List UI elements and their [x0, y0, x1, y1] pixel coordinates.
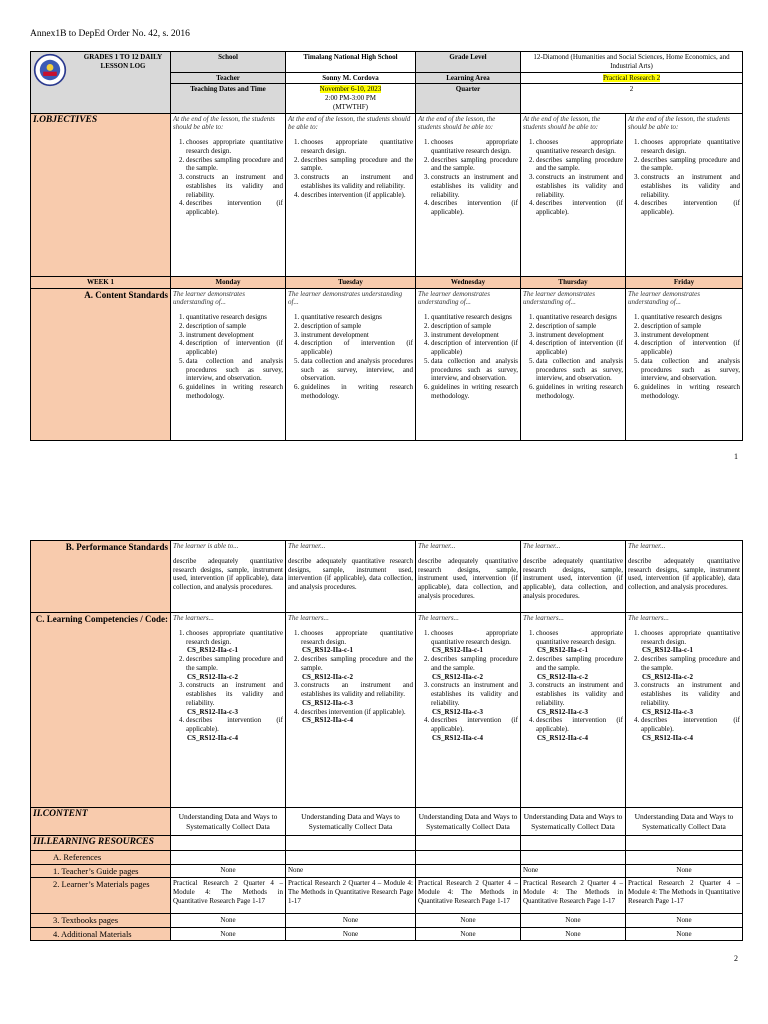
content-label: II.CONTENT	[31, 808, 171, 836]
content-cell: Understanding Data and Ways to Systematically Collect Data	[416, 808, 521, 836]
content-cell: Understanding Data and Ways to Systematically Collect Data	[626, 808, 743, 836]
objectives-cell: At the end of the lesson, the students should be able to: 1. chooses appropriate quantitative research design. 2. describes sampling procedure and the sample. 3. constructs an instrument and establishes its validity and reliability. 4. describes intervention (if applicable).	[286, 113, 416, 276]
teacher-label: Teacher	[171, 72, 286, 84]
objectives-cell: At the end of the lesson, the students should be able to: 1. chooses appropriate quantitative research design. 2. describes sampling procedure and the sample. 3. constructs an instrument and establishes its validity and reliability. 4. describes intervention (if applicable).	[626, 113, 743, 276]
competencies-cell: The learners... 1. chooses appropriate quantitative research design. CS_RS12-IIa-c-1 2. describes sampling procedure and the sample. CS_RS12-IIa-c-2 3. constructs an instrument and establishes its validity and reliability. CS_RS12-IIa-c-3 4. describes intervention (if applicable). CS_RS12-IIa-c-4	[521, 613, 626, 808]
teachers-guide-value: None	[171, 864, 286, 878]
competencies-cell: The learners... 1. chooses appropriate quantitative research design. CS_RS12-IIa-c-1 2. describes sampling procedure and the sample. CS_RS12-IIa-c-2 3. constructs an instrument and establishes its validity and reliability. CS_RS12-IIa-c-3 4. describes intervention (if applicable). CS_RS12-IIa-c-4	[171, 613, 286, 808]
objectives-cell: At the end of the lesson, the students should be able to: 1. chooses appropriate quantitative research design. 2. describes sampling procedure and the sample. 3. constructs an instrument and establishes its validity and reliability. 4. describes intervention (if applicable).	[416, 113, 521, 276]
content-standards-cell: The learner demonstrates understanding of... 1. quantitative research designs 2. description of sample 3. instrument development 4. description of intervention (if applicable) 5. data collection and analysis procedures such as survey, interview, and observation. 6. guidelines in writing research methodology.	[626, 288, 743, 440]
content-standards-label: A. Content Standards	[31, 288, 171, 440]
content-cell: Understanding Data and Ways to Systematically Collect Data	[521, 808, 626, 836]
learners-materials-value: Practical Research 2 Quarter 4 – Module 4: The Methods in Quantitative Research Page 1-17	[626, 878, 743, 914]
performance-standards-cell: The learner... describe adequately quantitative research designs, sample, instrument used, intervention (if applicable), data collection, and analysis procedures.	[286, 541, 416, 613]
learning-area-label: Learning Area	[416, 72, 521, 84]
grade-level-label: Grade Level	[416, 52, 521, 73]
teacher-value: Sonny M. Cordova	[286, 72, 416, 84]
additional-materials-value: None	[626, 927, 743, 941]
competencies-cell: The learners... 1. chooses appropriate quantitative research design. CS_RS12-IIa-c-1 2. describes sampling procedure and the sample. CS_RS12-IIa-c-2 3. constructs an instrument and establishes its validity and reliability. CS_RS12-IIa-c-3 4. describes intervention (if applicable). CS_RS12-IIa-c-4	[416, 613, 521, 808]
learners-materials-value: Practical Research 2 Quarter 4 – Module 4: The Methods in Quantitative Research Page 1-17	[416, 878, 521, 914]
teachers-guide-label: 1. Teacher’s Guide pages	[31, 864, 171, 878]
page-number: 1	[734, 452, 738, 461]
competencies-label: C. Learning Competencies / Code:	[31, 613, 171, 808]
learners-materials-value: Practical Research 2 Quarter 4 – Module 4: The Methods in Quantitative Research Page 1-17	[521, 878, 626, 914]
textbooks-value: None	[286, 914, 416, 928]
references-label: A. References	[31, 850, 171, 864]
additional-materials-value: None	[416, 927, 521, 941]
day-tuesday: Tuesday	[286, 276, 416, 288]
textbooks-value: None	[171, 914, 286, 928]
performance-standards-cell: The learner... describe adequately quantitative research designs, sample, instrument used, intervention (if applicable), data collection, and analysis procedures.	[626, 541, 743, 613]
page-number: 2	[734, 954, 738, 963]
dll-table-page2	[30, 540, 743, 941]
competencies-cell: The learners... 1. chooses appropriate quantitative research design. CS_RS12-IIa-c-1 2. describes sampling procedure and the sample. CS_RS12-IIa-c-2 3. constructs an instrument and establishes its validity and reliability. CS_RS12-IIa-c-3 4. describes intervention (if applicable). CS_RS12-IIa-c-4	[626, 613, 743, 808]
content-standards-cell: The learner demonstrates understanding of... 1. quantitative research designs 2. description of sample 3. instrument development 4. description of intervention (if applicable) 5. data collection and analysis procedures such as survey, interview, and observation. 6. guidelines in writing research methodology.	[171, 288, 286, 440]
school-value: Timalang National High School	[286, 52, 416, 73]
grade-level-value: 12-Diamond (Humanities and Social Sciences, Home Economics, and Industrial Arts)	[521, 52, 743, 73]
performance-standards-cell: The learner... describe adequately quantitative research designs, sample, instrument used, intervention (if applicable), data collection, and analysis procedures.	[416, 541, 521, 613]
textbooks-value: None	[626, 914, 743, 928]
content-cell: Understanding Data and Ways to Systematically Collect Data	[171, 808, 286, 836]
content-standards-cell: The learner demonstrates understanding of... 1. quantitative research designs 2. description of sample 3. instrument development 4. description of intervention (if applicable) 5. data collection and analysis procedures such as survey, interview, and observation. 6. guidelines in writing research methodology.	[521, 288, 626, 440]
day-monday: Monday	[171, 276, 286, 288]
day-wednesday: Wednesday	[416, 276, 521, 288]
quarter-label: Quarter	[416, 84, 521, 113]
learners-materials-value: Practical Research 2 Quarter 4 – Module 4: The Methods in Quantitative Research Page 1-17	[286, 878, 416, 914]
content-standards-cell: The learner demonstrates understanding of... 1. quantitative research designs 2. description of sample 3. instrument development 4. description of intervention (if applicable) 5. data collection and analysis procedures such as survey, interview, and observation. 6. guidelines in writing research methodology.	[286, 288, 416, 440]
objectives-label: I.OBJECTIVES	[31, 113, 171, 276]
dates-value: November 6-10, 2023 2:00 PM-3:00 PM (MTWTHF)	[286, 84, 416, 113]
content-cell: Understanding Data and Ways to Systematically Collect Data	[286, 808, 416, 836]
resources-label: III.LEARNING RESOURCES	[31, 836, 171, 851]
dates-label: Teaching Dates and Time	[171, 84, 286, 113]
week-label: WEEK 1	[31, 276, 171, 288]
performance-standards-label: B. Performance Standards	[31, 541, 171, 613]
content-standards-cell: The learner demonstrates understanding of... 1. quantitative research designs 2. description of sample 3. instrument development 4. description of intervention (if applicable) 5. data collection and analysis procedures such as survey, interview, and observation. 6. guidelines in writing research methodology.	[416, 288, 521, 440]
day-thursday: Thursday	[521, 276, 626, 288]
performance-standards-cell: The learner is able to... describe adequately quantitative research designs, sample, instrument used, intervention (if applicable), data collection, and analysis procedures.	[171, 541, 286, 613]
objectives-cell: At the end of the lesson, the students should be able to: 1. chooses appropriate quantitative research design. 2. describes sampling procedure and the sample. 3. constructs an instrument and establishes its validity and reliability. 4. describes intervention (if applicable).	[171, 113, 286, 276]
learners-materials-label: 2. Learner’s Materials pages	[31, 878, 171, 914]
additional-materials-value: None	[171, 927, 286, 941]
day-friday: Friday	[626, 276, 743, 288]
additional-materials-value: None	[286, 927, 416, 941]
school-label: School	[171, 52, 286, 73]
deped-seal-icon	[33, 53, 67, 87]
learning-area-value: Practical Research 2	[521, 72, 743, 84]
learners-materials-value: Practical Research 2 Quarter 4 – Module 4: The Methods in Quantitative Research Page 1-17	[171, 878, 286, 914]
doc-title-cell	[31, 52, 171, 114]
teachers-guide-value: None	[626, 864, 743, 878]
textbooks-label: 3. Textbooks pages	[31, 914, 171, 928]
textbooks-value: None	[416, 914, 521, 928]
competencies-cell: The learners... 1. chooses appropriate quantitative research design. CS_RS12-IIa-c-1 2. describes sampling procedure and the sample. CS_RS12-IIa-c-2 3. constructs an instrument and establishes its validity and reliability. CS_RS12-IIa-c-3 4. describes intervention (if applicable). CS_RS12-IIa-c-4	[286, 613, 416, 808]
performance-standards-cell: The learner... describe adequately quantitative research designs, sample, instrument used, intervention (if applicable), data collection, and analysis procedures.	[521, 541, 626, 613]
teachers-guide-value: None	[286, 864, 416, 878]
objectives-cell: At the end of the lesson, the students should be able to: 1. chooses appropriate quantitative research design. 2. describes sampling procedure and the sample. 3. constructs an instrument and establishes its validity and reliability. 4. describes intervention (if applicable).	[521, 113, 626, 276]
dll-table-page1	[30, 51, 743, 441]
teachers-guide-value: None	[521, 864, 626, 878]
additional-materials-value: None	[521, 927, 626, 941]
quarter-value: 2	[521, 84, 743, 113]
textbooks-value: None	[521, 914, 626, 928]
annex-reference: Annex1B to DepEd Order No. 42, s. 2016	[30, 29, 190, 39]
doc-title: GRADES 1 TO 12 DAILY LESSON LOG	[83, 53, 163, 70]
additional-materials-label: 4. Additional Materials	[31, 927, 171, 941]
